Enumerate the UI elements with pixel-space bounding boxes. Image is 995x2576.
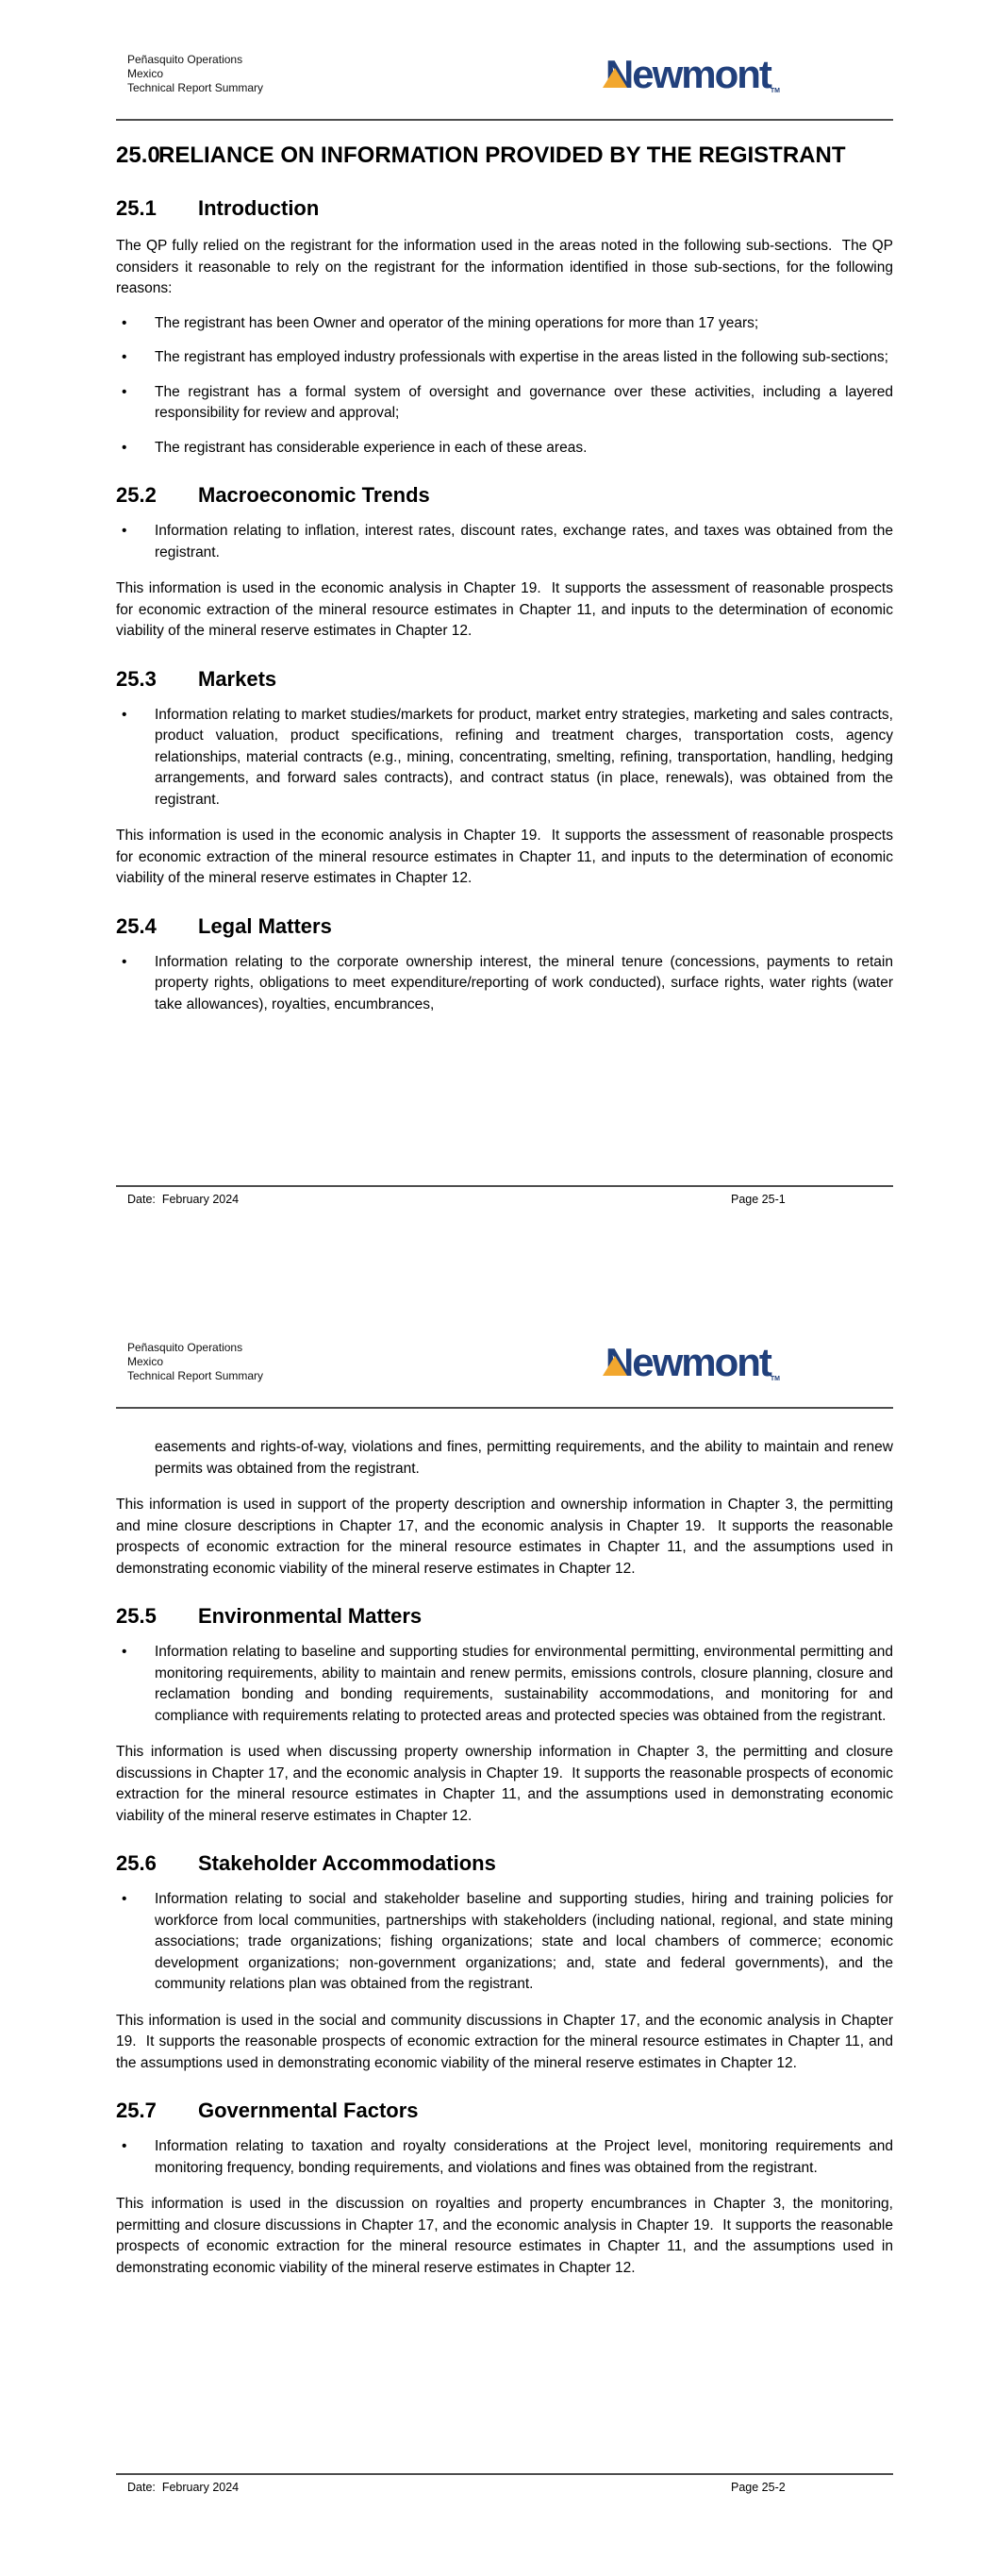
- usage-paragraph: This information is used in support of the property description and ownership information in Chapter 3, the permitting and mine closure descriptions in Chapter 17, and the economic analysis in Chapter 19. It supports the reasonable prospects of economic extraction for the mineral resource estimates in Chapter 11, and the assumptions used in demonstrating economic viability of the mineral reserve estimates in Chapter 12.: [116, 1497, 893, 1577]
- usage-paragraph: This information is used in the discussion on royalties and property encumbrances in Chapter 3, the monitoring, permitting and closure discussions in Chapter 17, and the economic analysis in Chapter 19. It supports the reasonable prospects of economic extraction for the mineral resource estimates in Chapter 11, and the assumptions used in demonstrating economic viability of the mineral reserve estimates in Chapter 12.: [116, 2196, 893, 2276]
- section-number: 25.3: [116, 666, 157, 691]
- bullet-text: Information relating to taxation and royalty considerations at the Project level, monitoring requirements and monitoring frequency, bonding requirements, and violations and fines was obtained from the registrant.: [155, 2138, 893, 2176]
- page-header: [116, 1288, 893, 1383]
- bullet-item: [116, 2136, 893, 2179]
- chapter-title: [116, 140, 893, 172]
- section-heading-25-6: [116, 1851, 893, 1876]
- section-heading-25-4: [116, 914, 893, 939]
- section-heading-25-2: [116, 483, 893, 508]
- bullet-icon: •: [122, 439, 127, 456]
- bullet-item: [116, 705, 893, 811]
- bullet-item: [116, 521, 893, 563]
- section-25-1: [116, 196, 893, 459]
- bullet-text: Information relating to social and stakeholder baseline and supporting studies, hiring and training policies for workforce from local communities, partnerships with stakeholders (including national, regional, and state mining associations; trade organizations; fishing organizations; state and local chambers of commerce; economic development organizations; non-government organizations; and, state and federal governments), and the community relations plan was obtained from the registrant.: [155, 1891, 893, 1992]
- bullet-icon: •: [122, 1891, 127, 1907]
- bullet-text: Information relating to baseline and supporting studies for environmental permitting, environmental permitting and monitoring requirements, ability to maintain and renew permits, emissions controls, closure planning, closure and reclamation bonding and bonding requirements, sustainability accommodations, and monitoring for and compliance with requirements relating to protected areas and protected species was obtained from the registrant.: [155, 1644, 893, 1724]
- section-title: Stakeholder Accommodations: [198, 1851, 496, 1875]
- header-text-block: [127, 53, 263, 95]
- footer-page-number: Page 25-1: [731, 1193, 786, 1206]
- bullet-item: [116, 1889, 893, 1996]
- newmont-logo: [605, 1340, 780, 1384]
- section-title: Markets: [198, 666, 277, 691]
- bullet-icon: •: [122, 349, 127, 365]
- section-title: Governmental Factors: [198, 2099, 419, 2122]
- header-country-line: Mexico: [127, 67, 164, 80]
- bullet-icon: •: [122, 523, 127, 539]
- logo-trademark: TM: [770, 88, 780, 94]
- header-project-line: Peñasquito Operations: [127, 1341, 243, 1354]
- section-number: 25.7: [116, 2099, 157, 2122]
- section-title: Environmental Matters: [198, 1604, 423, 1628]
- bullet-icon: •: [122, 1644, 127, 1660]
- section-number: 25.5: [116, 1604, 157, 1628]
- page-2: [0, 1288, 995, 2576]
- section-number: 25.6: [116, 1851, 157, 1875]
- bullet-text: The registrant has considerable experience in each of these areas.: [155, 439, 588, 456]
- header-text-block: [127, 1341, 263, 1383]
- bullet-icon: •: [122, 314, 127, 331]
- section-title: Macroeconomic Trends: [198, 483, 430, 507]
- bullet-icon: •: [122, 2138, 127, 2154]
- bullet-icon: •: [122, 706, 127, 723]
- section-title: Legal Matters: [198, 913, 332, 938]
- page-footer: [116, 2473, 893, 2494]
- section-25-6: [116, 1851, 893, 2074]
- header-doctype-line: Technical Report Summary: [127, 1369, 264, 1382]
- section-title: Introduction: [198, 196, 320, 220]
- header-divider: [116, 1407, 893, 1409]
- logo-triangle-icon: [603, 68, 627, 88]
- section-number: 25.4: [116, 913, 157, 938]
- section-25-5: [116, 1604, 893, 1827]
- bullet-continuation-text: easements and rights-of-way, violations and fines, permitting requirements, and the ability to maintain and renew permits was obtained from the registrant.: [155, 1439, 893, 1477]
- usage-paragraph: This information is used when discussing property ownership information in Chapter 3, the permitting and closure discussions in Chapter 17, and the economic analysis in Chapter 19. It supports the reasonable prospects of economic extraction for the mineral resource estimates in Chapter 11, and the assumptions used in demonstrating economic viability of the mineral reserve estimates in Chapter 12.: [116, 1744, 893, 1824]
- footer-page-number: Page 25-2: [731, 2481, 786, 2494]
- bullet-item: [116, 382, 893, 425]
- section-heading-25-3: [116, 667, 893, 692]
- header-doctype-line: Technical Report Summary: [127, 81, 264, 94]
- bullet-item: [116, 347, 893, 369]
- bullet-icon: •: [122, 953, 127, 970]
- section-heading-25-1: [116, 196, 893, 221]
- section-25-2: [116, 483, 893, 643]
- header-country-line: Mexico: [127, 1355, 164, 1368]
- usage-paragraph: This information is used in the social and community discussions in Chapter 17, and the economic analysis in Chapter 19. It supports the reasonable prospects of economic extraction for the mineral resource estimates in Chapter 11, and the assumptions used in demonstrating economic viability of the mineral reserve estimates in Chapter 12.: [116, 2012, 893, 2071]
- section-25-7: [116, 2099, 893, 2279]
- page-header: [116, 0, 893, 95]
- page-footer: [116, 1185, 893, 1206]
- newmont-logo-wordmark: Newmont: [605, 52, 771, 96]
- bullet-item: [116, 1642, 893, 1727]
- logo-trademark: TM: [770, 1376, 780, 1382]
- usage-paragraph: This information is used in the economic analysis in Chapter 19. It supports the assessment of reasonable prospects for economic extraction of the mineral resource estimates in Chapter 11, and inputs to the determination of economic viability of the mineral reserve estimates in Chapter 12.: [116, 580, 893, 639]
- footer-date: Date: February 2024: [127, 2481, 240, 2494]
- bullet-text: Information relating to market studies/markets for product, market entry strategies, marketing and sales contracts, product valuation, product specifications, refining and treatment charges, transportation costs, agency relationships, material contracts (e.g., mining, concentrating, smelting, refining, transportation, handling, hedging arrangements, and forward sales contracts), and contract status (in place, renewals), was obtained from the registrant.: [155, 706, 893, 808]
- bullet-item: [116, 952, 893, 1016]
- bullet-text: The registrant has been Owner and operator of the mining operations for more than 17 years;: [155, 314, 759, 331]
- section-25-4-continued: [116, 1437, 893, 1580]
- footer-date: Date: February 2024: [127, 1193, 240, 1206]
- newmont-logo-wordmark: Newmont: [605, 1340, 771, 1384]
- section-number: 25.2: [116, 483, 157, 507]
- bullet-icon: •: [122, 383, 127, 400]
- bullet-text: Information relating to inflation, interest rates, discount rates, exchange rates, and taxes was obtained from the registrant.: [155, 523, 893, 560]
- header-project-line: Peñasquito Operations: [127, 53, 243, 66]
- newmont-logo: [605, 52, 780, 96]
- chapter-number: 25.0: [116, 142, 160, 168]
- chapter-title-text: RELIANCE ON INFORMATION PROVIDED BY THE REGISTRANT: [158, 142, 846, 168]
- logo-triangle-icon: [603, 1356, 627, 1376]
- usage-paragraph: This information is used in the economic analysis in Chapter 19. It supports the assessment of reasonable prospects for economic extraction of the mineral resource estimates in Chapter 11, and inputs to the determination of economic viability of the mineral reserve estimates in Chapter 12.: [116, 828, 893, 886]
- section-25-3: [116, 667, 893, 890]
- section-heading-25-7: [116, 2099, 893, 2123]
- section-number: 25.1: [116, 196, 157, 220]
- bullet-item: [116, 438, 893, 460]
- intro-paragraph: The QP fully relied on the registrant for the information used in the areas noted in the following sub-sections. The QP considers it reasonable to rely on the registrant for the information identified in those sub-sections, for the following reasons:: [116, 238, 893, 296]
- bullet-text: The registrant has employed industry professionals with expertise in the areas listed in the following sub-sections;: [155, 349, 888, 365]
- section-25-4: [116, 914, 893, 1016]
- bullet-text: The registrant has a formal system of oversight and governance over these activities, including a layered responsibility for review and approval;: [155, 383, 893, 421]
- bullet-text: Information relating to the corporate ownership interest, the mineral tenure (concessions, payments to retain property rights, obligations to meet expenditure/reporting of work conducted), surface rights, water rights (water take allowances), royalties, encumbrances,: [155, 953, 893, 1012]
- header-divider: [116, 119, 893, 121]
- bullet-item: [116, 313, 893, 335]
- section-heading-25-5: [116, 1604, 893, 1629]
